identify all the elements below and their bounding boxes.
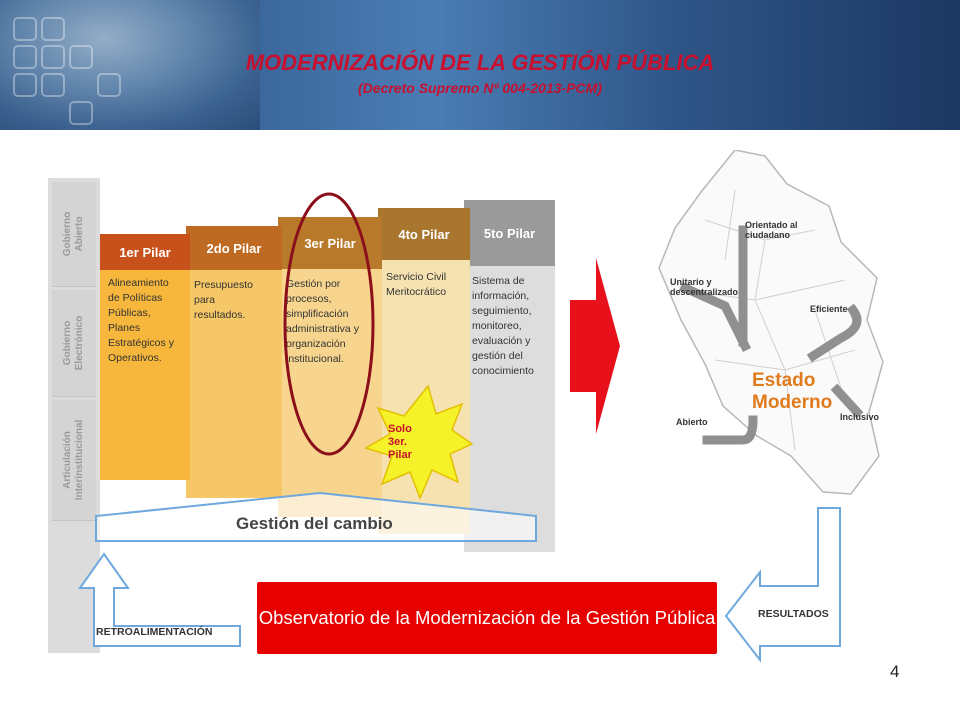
pillar-description: Servicio Civil Meritocrático	[386, 271, 447, 298]
map-label-abierto: Abierto	[676, 417, 708, 427]
pillar-header: 5to Pilar	[464, 200, 555, 266]
gestion-cambio-label: Gestión del cambio	[236, 514, 393, 533]
callout-text: Solo 3er. Pilar	[388, 423, 412, 461]
estado-moderno-label: Estado Moderno	[752, 370, 833, 413]
map-label-eficiente: Eficiente	[810, 304, 848, 314]
pillar-header: 3er Pilar	[278, 217, 382, 269]
page-title: MODERNIZACIÓN DE LA GESTIÓN PÚBLICA	[245, 50, 715, 75]
pillar-header: 4to Pilar	[378, 208, 470, 260]
resultados-label: RESULTADOS	[758, 608, 829, 620]
map-label-inclusivo: Inclusivo	[840, 412, 880, 422]
page-subtitle: (Decreto Supremo Nº 004-2013-PCM)	[358, 80, 602, 96]
pillar-description: Presupuesto para resultados.	[194, 279, 253, 321]
retroalimentacion-label: RETROALIMENTACIÓN	[96, 626, 213, 638]
pillar-header: 1er Pilar	[100, 234, 190, 270]
pillar-description: Gestión por procesos, simplificación administrativa y organización institucional.	[286, 278, 359, 365]
pillar-description: Sistema de información, seguimiento, monitoreo, evaluación y gestión del conocimiento	[472, 275, 534, 377]
axis-label: Gobierno Electrónico	[62, 315, 85, 371]
axis-label: Gobierno Abierto	[62, 211, 85, 257]
resultados-arrow-icon	[726, 508, 840, 660]
pillar-description: Alineamiento de Políticas Públicas, Planes Estratégicos y Operativos.	[108, 277, 174, 364]
observatorio-banner: Observatorio de la Modernización de la Gestión Pública	[257, 582, 717, 654]
pillar-header: 2do Pilar	[186, 226, 282, 270]
page-number: 4	[890, 662, 900, 681]
map-label-unitario: Unitario y descentralizado	[670, 277, 739, 297]
axis-label: Articulación Interinstitucional	[62, 419, 85, 501]
map-label-orientado: Orientado al ciudadano	[745, 220, 798, 240]
